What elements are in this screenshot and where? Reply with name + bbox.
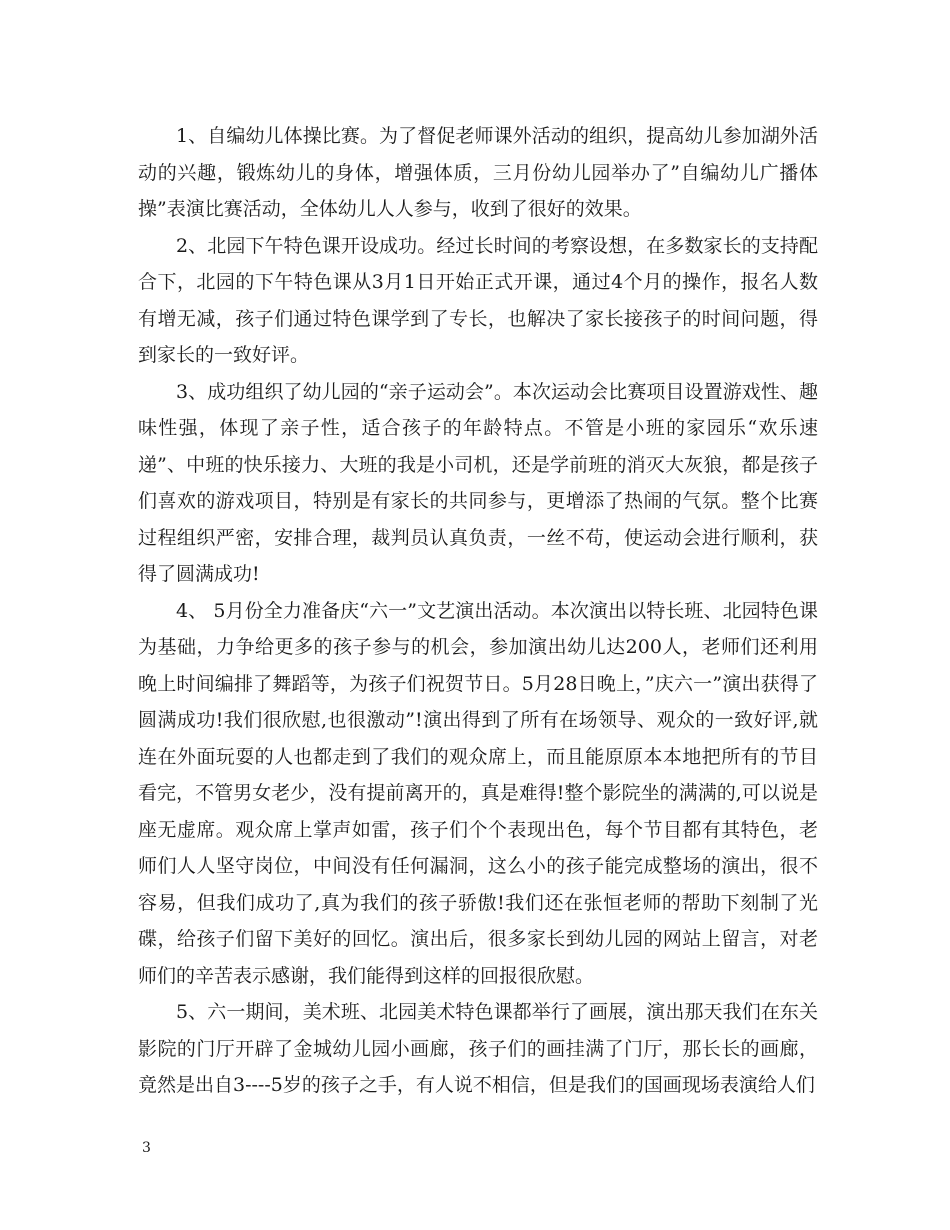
paragraph-3: 3、成功组织了幼儿园的“亲子运动会”。本次运动会比赛项目设置游戏性、趣味性强，体现了亲子性，适合孩子的年龄特点。不管是小班的家园乐“欢乐速递”、中班的快乐接力、大班的我是小司机，还是学前班的消灭大灰狼，都是孩子们喜欢的游戏项目，特别是有家长的共同参与，更增添了热闹的气氛。整个比赛过程组织严密，安排合理，裁判员认真负责，一丝不苟，使运动会进行顺利，获得了圆满成功!	[138, 380, 818, 585]
paragraph-2: 2、北园下午特色课开设成功。经过长时间的考察设想，在多数家长的支持配合下，北园的下午特色课从3月1日开始正式开课，通过4个月的操作，报名人数有增无减，孩子们通过特色课学到了专长，也解决了家长接孩子的时间问题，得到家长的一致好评。	[138, 234, 818, 366]
paragraph-4: 4、 5月份全力准备庆“六一”文艺演出活动。本次演出以特长班、北园特色课为基础，力争给更多的孩子参与的机会，参加演出幼儿达200人，老师们还利用晚上时间编排了舞蹈等，为孩子们祝贺节日。5月28日晚上，”庆六一”演出获得了圆满成功!我们很欣慰,也很激动”!演出得到了所有在场领导、观众的一致好评,就连在外面玩耍的人也都走到了我们的观众席上，而且能原原本本地把所有的节目看完，不管男女老少，没有提前离开的，真是难得!整个影院坐的满满的,可以说是座无虚席。观众席上掌声如雷，孩子们个个表现出色，每个节目都有其特色，老师们人人坚守岗位，中间没有任何漏洞，这么小的孩子能完成整场的演出，很不容易，但我们成功了,真为我们的孩子骄傲!我们还在张恒老师的帮助下刻制了光碟，给孩子们留下美好的回忆。演出后，很多家长到幼儿园的网站上留言，对老师们的辛苦表示感谢，我们能得到这样的回报很欣慰。	[138, 599, 818, 987]
paragraph-1: 1、自编幼儿体操比赛。为了督促老师课外活动的组织，提高幼儿参加湖外活动的兴趣，锻炼幼儿的身体，增强体质，三月份幼儿园举办了”自编幼儿广播体操”表演比赛活动，全体幼儿人人参与，收到了很好的效果。	[138, 125, 818, 220]
paragraph-5: 5、六一期间，美术班、北园美术特色课都举行了画展，演出那天我们在东关影院的门厅开辟了金城幼儿园小画廊，孩子们的画挂满了门厅，那长长的画廊，竟然是出自3----5岁的孩子之手，有人说不相信，但是我们的国画现场表演给人们	[138, 1001, 818, 1096]
page-number: 3	[142, 1140, 151, 1156]
document-body	[138, 118, 818, 1104]
